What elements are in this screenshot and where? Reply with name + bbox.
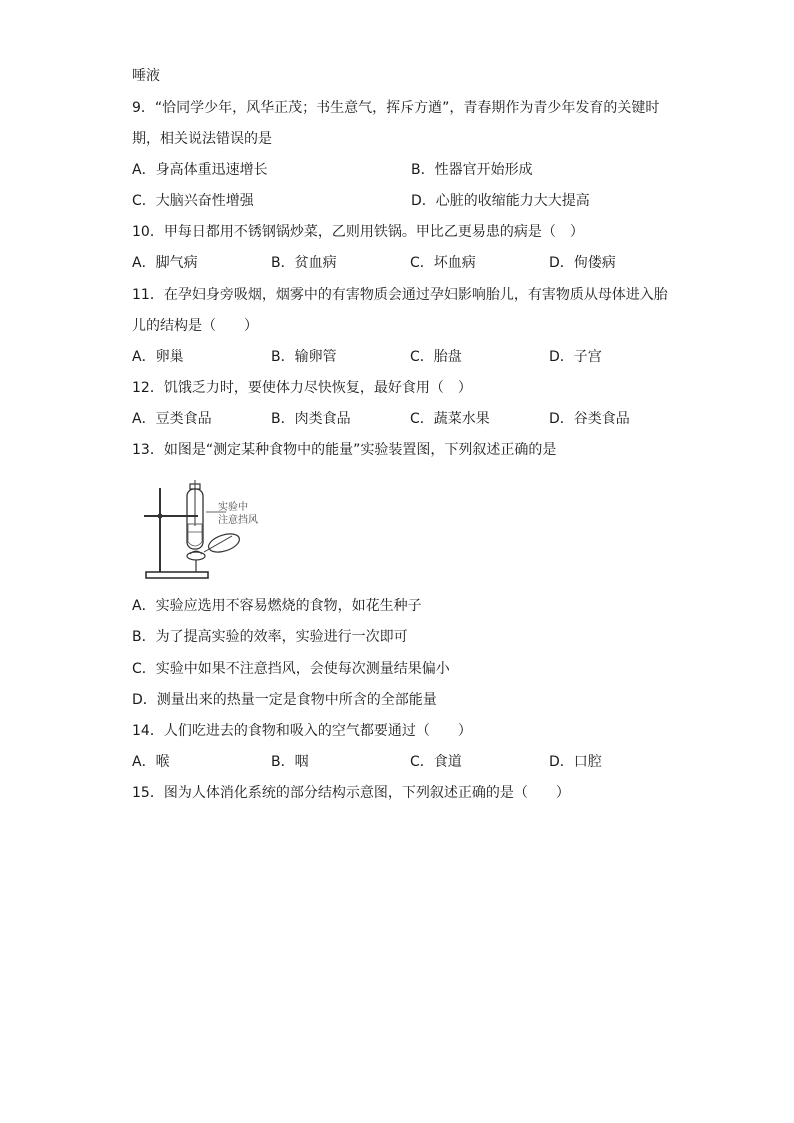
question-12-option-a[interactable]: A．豆类食品	[132, 411, 212, 427]
question-9-option-c[interactable]: C．大脑兴奋性增强	[132, 193, 254, 209]
question-9-stem-cont: 期，相关说法错误的是	[132, 131, 272, 147]
question-14-options	[132, 752, 732, 772]
question-9-options-row1	[132, 160, 732, 180]
question-11-stem-cont: 儿的结构是（ ）	[132, 318, 258, 334]
question-13-option-a[interactable]: A．实验应选用不容易燃烧的食物，如花生种子	[132, 598, 422, 614]
stand-base	[146, 572, 208, 578]
question-10-option-c[interactable]: C．坏血病	[410, 255, 476, 271]
question-9-options-row2	[132, 191, 732, 211]
continuation-text: 唾液	[132, 68, 160, 84]
question-14-option-d[interactable]: D．口腔	[549, 754, 602, 770]
question-10-options	[132, 253, 732, 273]
question-11-options	[132, 347, 732, 367]
question-9-option-d[interactable]: D．心脏的收缩能力大大提高	[411, 193, 590, 209]
question-11-stem: 11．在孕妇身旁吸烟，烟雾中的有害物质会通过孕妇影响胎儿，有害物质从母体进入胎	[132, 287, 668, 303]
question-12-options	[132, 409, 732, 429]
question-11-option-a[interactable]: A．卵巢	[132, 349, 184, 365]
figure-label-2: 注意挡风	[218, 515, 258, 526]
question-10-stem: 10．甲每日都用不锈钢锅炒菜，乙则用铁锅。甲比乙更易患的病是（ ）	[132, 224, 584, 240]
question-13-option-d[interactable]: D．测量出来的热量一定是食物中所含的全部能量	[132, 692, 437, 708]
question-9-option-a[interactable]: A．身高体重迅速增长	[132, 162, 268, 178]
question-11-option-b[interactable]: B．输卵管	[271, 349, 337, 365]
question-14-option-a[interactable]: A．喉	[132, 754, 170, 770]
tube-water	[188, 524, 202, 546]
experiment-apparatus-figure	[140, 474, 300, 582]
question-11-option-c[interactable]: C．胎盘	[410, 349, 462, 365]
question-10-option-d[interactable]: D．佝偻病	[549, 255, 616, 271]
question-9-stem: 9．“恰同学少年，风华正茂；书生意气，挥斥方遒”，青春期作为青少年发育的关键时	[132, 100, 660, 116]
figure-label-1: 实验中	[218, 502, 248, 513]
question-15-stem: 15．图为人体消化系统的部分结构示意图，下列叙述正确的是（ ）	[132, 785, 570, 801]
question-10-option-a[interactable]: A．脚气病	[132, 255, 198, 271]
clamp-joint	[158, 514, 163, 519]
question-12-option-c[interactable]: C．蔬菜水果	[410, 411, 490, 427]
question-14-option-c[interactable]: C．食道	[410, 754, 462, 770]
question-13-stem: 13．如图是“测定某种食物中的能量”实验装置图，下列叙述正确的是	[132, 442, 557, 458]
question-14-option-b[interactable]: B．咽	[271, 754, 309, 770]
wind-shield	[206, 530, 241, 555]
question-13-option-b[interactable]: B．为了提高实验的效率，实验进行一次即可	[132, 629, 408, 645]
apparatus-drawing	[140, 474, 300, 582]
question-10-option-b[interactable]: B．贫血病	[271, 255, 337, 271]
question-12-stem: 12．饥饿乏力时，要使体力尽快恢复，最好食用（ ）	[132, 380, 472, 396]
question-11-option-d[interactable]: D．子宫	[549, 349, 602, 365]
question-12-option-b[interactable]: B．肉类食品	[271, 411, 351, 427]
burning-food	[187, 552, 205, 560]
question-14-stem: 14．人们吃进去的食物和吸入的空气都要通过（ ）	[132, 723, 472, 739]
question-12-option-d[interactable]: D．谷类食品	[549, 411, 630, 427]
question-13-option-c[interactable]: C．实验中如果不注意挡风，会使每次测量结果偏小	[132, 661, 450, 677]
question-9-option-b[interactable]: B．性器官开始形成	[411, 162, 533, 178]
